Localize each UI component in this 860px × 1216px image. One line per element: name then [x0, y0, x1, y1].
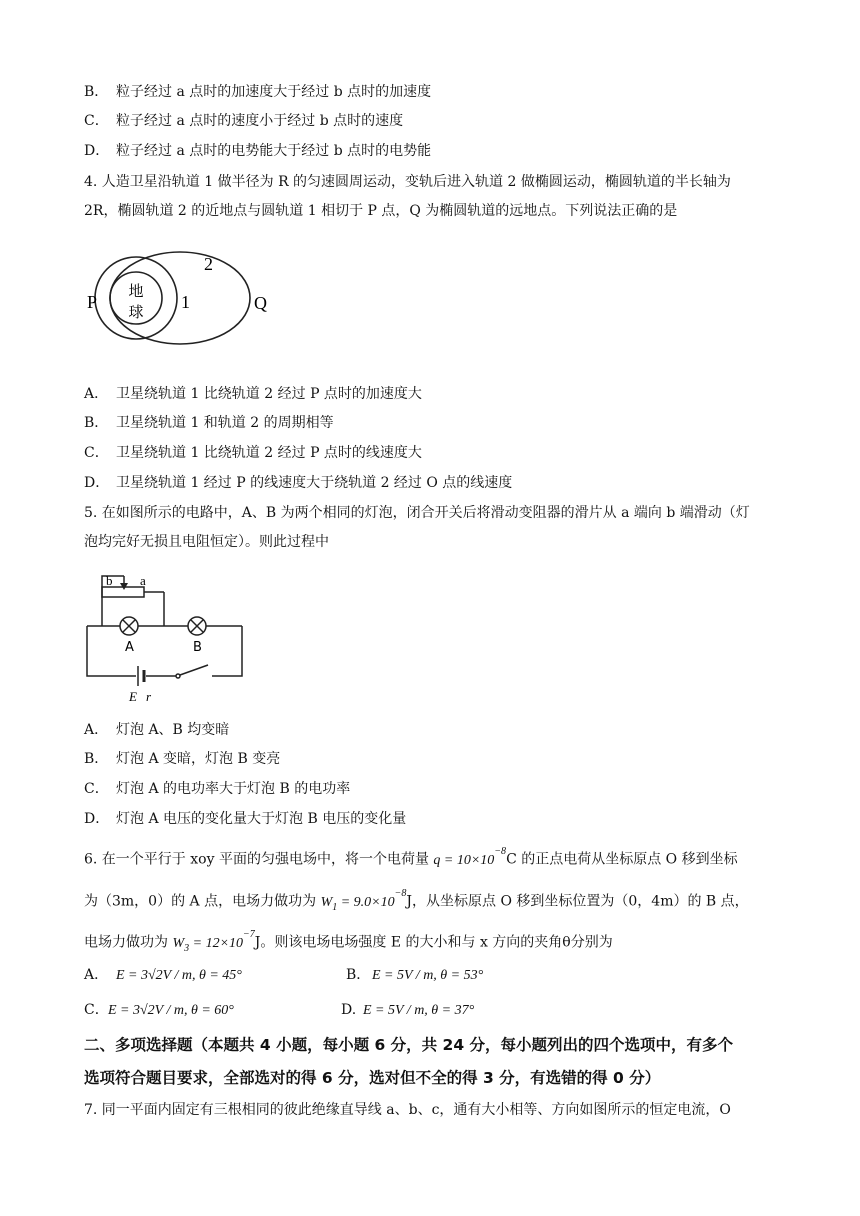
section-2-heading-line1: 二、多项选择题（本题共 4 小题，每小题 6 分，共 24 分，每小题列出的四个选项中，有多个: [84, 1036, 734, 1054]
point-p-label: P: [87, 292, 98, 312]
q6-stem-line1: 6. 在一个平行于 xoy 平面的匀强电场中，将一个电荷量 $q = 10\times 10^{-8}C$ 的正点电荷从坐标原点 O 移到坐标: [84, 846, 738, 868]
q6-option-b: B． E = 5V / m, θ = 53°: [346, 967, 484, 983]
point-q-label: Q: [254, 293, 267, 313]
q4-option-d: D． 卫星绕轨道 1 经过 P 的线速度大于绕轨道 2 经过 O 点的线速度: [84, 475, 513, 491]
q6-option-c: C．E = 3√2V / m, θ = 60°: [84, 1002, 234, 1018]
lamp-a-label: A: [125, 640, 134, 655]
q4-option-c: C． 卫星绕轨道 1 比绕轨道 2 经过 P 点时的线速度大: [84, 445, 422, 461]
emf-label: E: [129, 689, 137, 704]
orbit-1-label: 1: [181, 292, 190, 312]
rheostat-b-label: b: [106, 573, 113, 588]
orbit-2-label: 2: [204, 254, 213, 274]
q5-stem-line1: 5. 在如图所示的电路中，A、B 为两个相同的灯泡，闭合开关后将滑动变阻器的滑片从 a 端向 b 端滑动（灯: [84, 505, 750, 521]
q3-option-d: D． 粒子经过 a 点时的电势能大于经过 b 点时的电势能: [84, 143, 432, 159]
q4-option-a: A． 卫星绕轨道 1 比绕轨道 2 经过 P 点时的加速度大: [84, 386, 422, 402]
work1-formula: $W_1 = 9.0\times 10^{-8}$: [320, 888, 407, 913]
earth-label-1: 地: [128, 282, 144, 300]
work3-formula: $W_3 = 12\times 10^{-7}$: [172, 929, 255, 954]
q4-stem-line2: 2R，椭圆轨道 2 的近地点与圆轨道 1 相切于 P 点，Q 为椭圆轨道的远地点。下列说法正确的是: [84, 203, 678, 219]
earth-label-2: 球: [128, 303, 144, 321]
q5-option-b: B． 灯泡 A 变暗，灯泡 B 变亮: [84, 751, 281, 767]
q5-option-c: C． 灯泡 A 的电功率大于灯泡 B 的电功率: [84, 781, 351, 797]
orbit-diagram: [84, 250, 284, 354]
q5-stem-line2: 泡均完好无损且电阻恒定）。则此过程中: [84, 534, 329, 550]
rheostat-a-label: a: [140, 573, 146, 588]
q7-stem-line1: 7. 同一平面内固定有三根相同的彼此绝缘直导线 a、b、c，通有大小相等、方向如图所示的恒定电流，O: [84, 1102, 731, 1118]
wire-bottom-right: [212, 626, 242, 676]
q6-stem-line2: 为（3m，0）的 A 点，电场力做功为 $W_1 = 9.0\times 10^{-8}J$，从坐标原点 O 移到坐标位置为（0，4m）的 B 点，: [84, 888, 749, 913]
resistance-label: r: [146, 689, 152, 704]
q4-option-b: B． 卫星绕轨道 1 和轨道 2 的周期相等: [84, 415, 334, 431]
section-2-heading-line2: 选项符合题目要求，全部选对的得 6 分，选对但不全的得 3 分，有选错的得 0 分）: [84, 1069, 661, 1087]
switch-lever: [180, 665, 208, 675]
q5-option-d: D． 灯泡 A 电压的变化量大于灯泡 B 电压的变化量: [84, 811, 407, 827]
q3-option-c: C． 粒子经过 a 点时的速度小于经过 b 点时的速度: [84, 113, 404, 129]
lamp-b-label: B: [193, 640, 202, 655]
circuit-diagram: [84, 570, 246, 705]
charge-formula: $q = 10\times 10^{-8}$: [433, 846, 507, 868]
q4-stem-line1: 4. 人造卫星沿轨道 1 做半径为 R 的匀速圆周运动，变轨后进入轨道 2 做椭圆运动，椭圆轨道的半长轴为: [84, 174, 731, 190]
q5-option-a: A． 灯泡 A、B 均变暗: [84, 722, 230, 738]
q6-option-a: A． E = 3√2V / m, θ = 45°: [84, 967, 242, 983]
q6-stem-line3: 电场力做功为 $W_3 = 12\times 10^{-7}J$。则该电场电场强度 E 的大小和与 x 方向的夹角θ分别为: [84, 929, 613, 954]
q6-option-d: D. E = 5V / m, θ = 37°: [341, 1002, 475, 1018]
rheostat: [102, 587, 144, 597]
q3-option-b: B． 粒子经过 a 点时的加速度大于经过 b 点时的加速度: [84, 84, 432, 100]
